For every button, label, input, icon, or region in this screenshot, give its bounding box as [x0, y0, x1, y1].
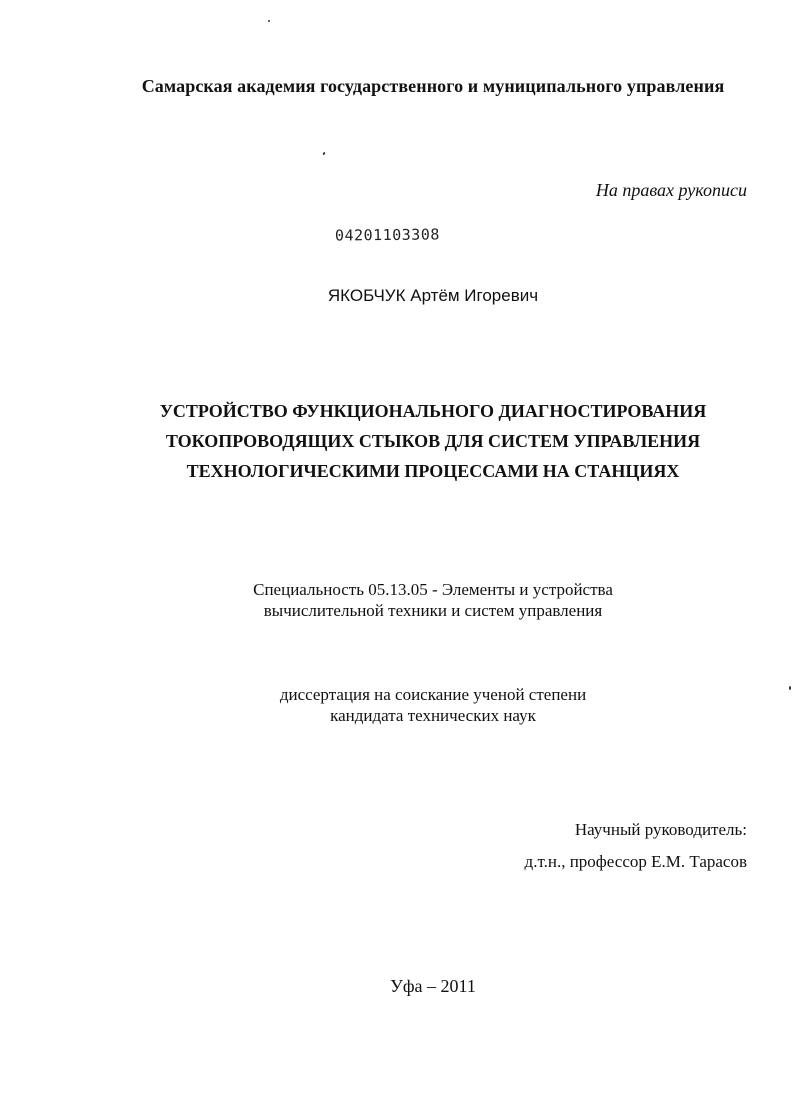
title-line: ТОКОПРОВОДЯЩИХ СТЫКОВ ДЛЯ СИСТЕМ УПРАВЛЕНИЯ: [165, 431, 701, 451]
degree-block: [0, 684, 798, 726]
degree-line: кандидата технических наук: [330, 706, 536, 725]
title-line: УСТРОЙСТВО ФУНКЦИОНАЛЬНОГО ДИАГНОСТИРОВАНИЯ: [159, 401, 707, 421]
specialty-line: Специальность 05.13.05 - Элементы и устройства: [253, 580, 613, 599]
dissertation-title: [0, 396, 798, 486]
author-name: ЯКОБЧУК Артём Игоревич: [327, 286, 539, 305]
degree-line: диссертация на соискание ученой степени: [279, 685, 587, 704]
manuscript-note: На правах рукописи: [595, 180, 747, 200]
scan-speck: [322, 152, 325, 156]
city-year: Уфа – 2011: [390, 976, 476, 996]
scan-speck: [268, 20, 270, 22]
registration-number: 04201103308: [334, 225, 440, 245]
supervisor-label: Научный руководитель:: [574, 820, 747, 839]
supervisor-name: д.т.н., профессор Е.М. Тарасов: [524, 852, 747, 871]
title-line: ТЕХНОЛОГИЧЕСКИМИ ПРОЦЕССАМИ НА СТАНЦИЯХ: [186, 461, 680, 481]
institution-name: Самарская академия государственного и муниципального управления: [141, 76, 725, 96]
specialty-line: вычислительной техники и систем управления: [263, 601, 603, 620]
specialty-block: [0, 579, 798, 621]
